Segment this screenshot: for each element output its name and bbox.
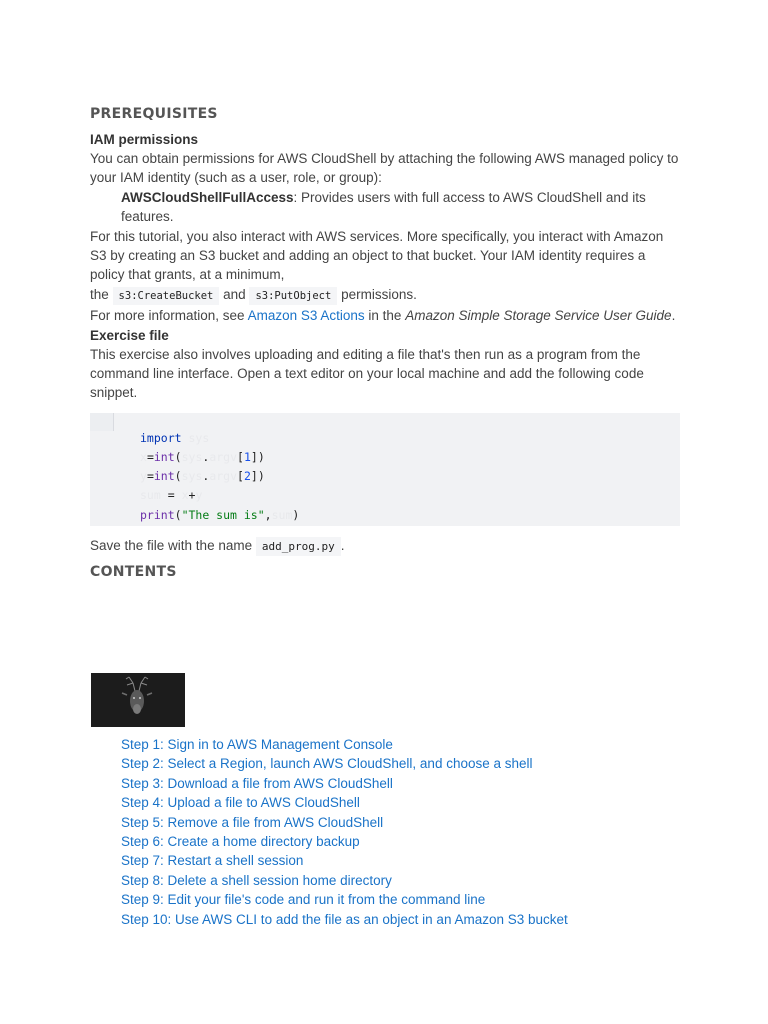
code-token: 1 (243, 450, 251, 465)
step-2-link[interactable]: Step 2: Select a Region, launch AWS CloudShell, and choose a shell (121, 756, 533, 772)
step-5-link[interactable]: Step 5: Remove a file from AWS CloudShell (121, 814, 384, 830)
contents-list (121, 735, 568, 929)
code-token: 2 (243, 469, 251, 484)
code-token: sys (181, 450, 203, 465)
code-token: sum (140, 488, 161, 503)
code-token: = (146, 469, 154, 484)
code-line-2 (140, 448, 299, 467)
amazon-s3-actions-link[interactable]: Amazon S3 Actions (247, 308, 365, 324)
code-token: . (202, 450, 210, 465)
code-token: ]) (250, 469, 265, 484)
permissions-line (90, 285, 680, 306)
code-token: ( (174, 469, 182, 484)
document-body (90, 106, 680, 580)
iam-permissions-heading: IAM permissions (90, 132, 199, 147)
code-token: x (140, 450, 147, 465)
policy-name: AWSCloudShellFullAccess (121, 189, 294, 205)
permissions-word: permissions. (341, 286, 417, 302)
save-prefix: Save the file with the name (90, 537, 256, 553)
step-10-link[interactable]: Step 10: Use AWS CLI to add the file as an object in an Amazon S3 bucket (121, 911, 568, 927)
code-token: int (153, 450, 175, 465)
step-7-link[interactable]: Step 7: Restart a shell session (121, 853, 304, 869)
the-word: the (90, 286, 109, 302)
exercise-paragraph: This exercise also involves uploading and editing a file that's then run as a program from the command line interface. Open a text editor on your local machine and add the following code snippet. (90, 346, 644, 401)
code-token: = (160, 488, 182, 503)
prerequisites-heading: PREREQUISITES (90, 106, 218, 122)
code-token: y (140, 469, 147, 484)
code-token: ( (174, 507, 182, 522)
filename-code: add_prog.py (256, 537, 341, 556)
step-4-link[interactable]: Step 4: Upload a file to AWS CloudShell (121, 795, 360, 811)
code-token: import (140, 430, 182, 445)
create-bucket-code: s3:CreateBucket (113, 287, 220, 305)
code-token: = (146, 450, 154, 465)
code-token: ]) (250, 450, 265, 465)
code-token: [ (237, 450, 244, 465)
code-token: argv (209, 469, 238, 484)
more-info-paragraph (90, 306, 680, 325)
code-token: x (181, 488, 189, 503)
step-8-link[interactable]: Step 8: Delete a shell session home directory (121, 872, 392, 888)
contents-item (121, 871, 568, 890)
code-token: ( (174, 450, 182, 465)
contents-item (121, 793, 568, 812)
iam-intro-paragraph: You can obtain permissions for AWS CloudShell by attaching the following AWS managed policy to your IAM identity (such as a user, role, or group): (90, 151, 679, 186)
code-token: , (264, 507, 272, 522)
save-file-line (90, 536, 680, 556)
contents-item (121, 735, 568, 754)
code-line-3 (140, 467, 299, 486)
code-token: [ (237, 469, 244, 484)
contents-item (121, 813, 568, 832)
more-info-prefix: For more information, see (90, 308, 248, 324)
save-end: . (340, 537, 345, 553)
more-info-mid: in the (364, 308, 406, 324)
step-6-link[interactable]: Step 6: Create a home directory backup (121, 834, 360, 850)
code-token: y (195, 488, 203, 503)
more-info-end: . (671, 308, 676, 324)
code-token: . (202, 469, 210, 484)
put-object-code: s3:PutObject (249, 287, 337, 305)
code-line-4 (140, 486, 299, 505)
code-line-5 (140, 506, 299, 525)
code-gutter (90, 413, 114, 431)
code-token: "The sum is" (181, 507, 265, 522)
and-word: and (223, 286, 246, 302)
contents-item (121, 910, 568, 929)
code-token: print (140, 507, 175, 522)
code-token: argv (209, 450, 238, 465)
step-1-link[interactable]: Step 1: Sign in to AWS Management Console (121, 737, 393, 752)
step-3-link[interactable]: Step 3: Download a file from AWS CloudShell (121, 775, 393, 791)
deer-head-icon (91, 673, 185, 727)
code-token: + (188, 488, 196, 503)
contents-item (121, 774, 568, 793)
contents-item (121, 890, 568, 909)
exercise-file-heading: Exercise file (90, 327, 169, 343)
policy-description (90, 188, 680, 227)
contents-item (121, 754, 568, 773)
contents-heading: CONTENTS (90, 564, 177, 581)
step-9-link[interactable]: Step 9: Edit your file's code and run it from the command line (121, 892, 486, 908)
code-lines (140, 429, 299, 525)
s3-user-guide-title: Amazon Simple Storage Service User Guide (405, 308, 672, 324)
code-token: ) (292, 507, 300, 522)
code-token: sys (181, 430, 210, 445)
contents-item (121, 832, 568, 851)
code-line-1 (140, 429, 299, 448)
code-token: sum (271, 507, 293, 522)
tutorial-paragraph: For this tutorial, you also interact with AWS services. More specifically, you interact with Amazon S3 by creating an S3 bucket and adding an object to that bucket. Your IAM identity requires a policy that grants, at a minimum, (90, 228, 664, 283)
code-token: int (153, 469, 175, 484)
code-token: sys (181, 469, 203, 484)
policy-desc-text: : Provides users with full access to AWS CloudShell and its features. (121, 189, 646, 225)
thumbnail-image (91, 673, 185, 727)
contents-item (121, 851, 568, 870)
code-snippet[interactable] (90, 413, 680, 526)
